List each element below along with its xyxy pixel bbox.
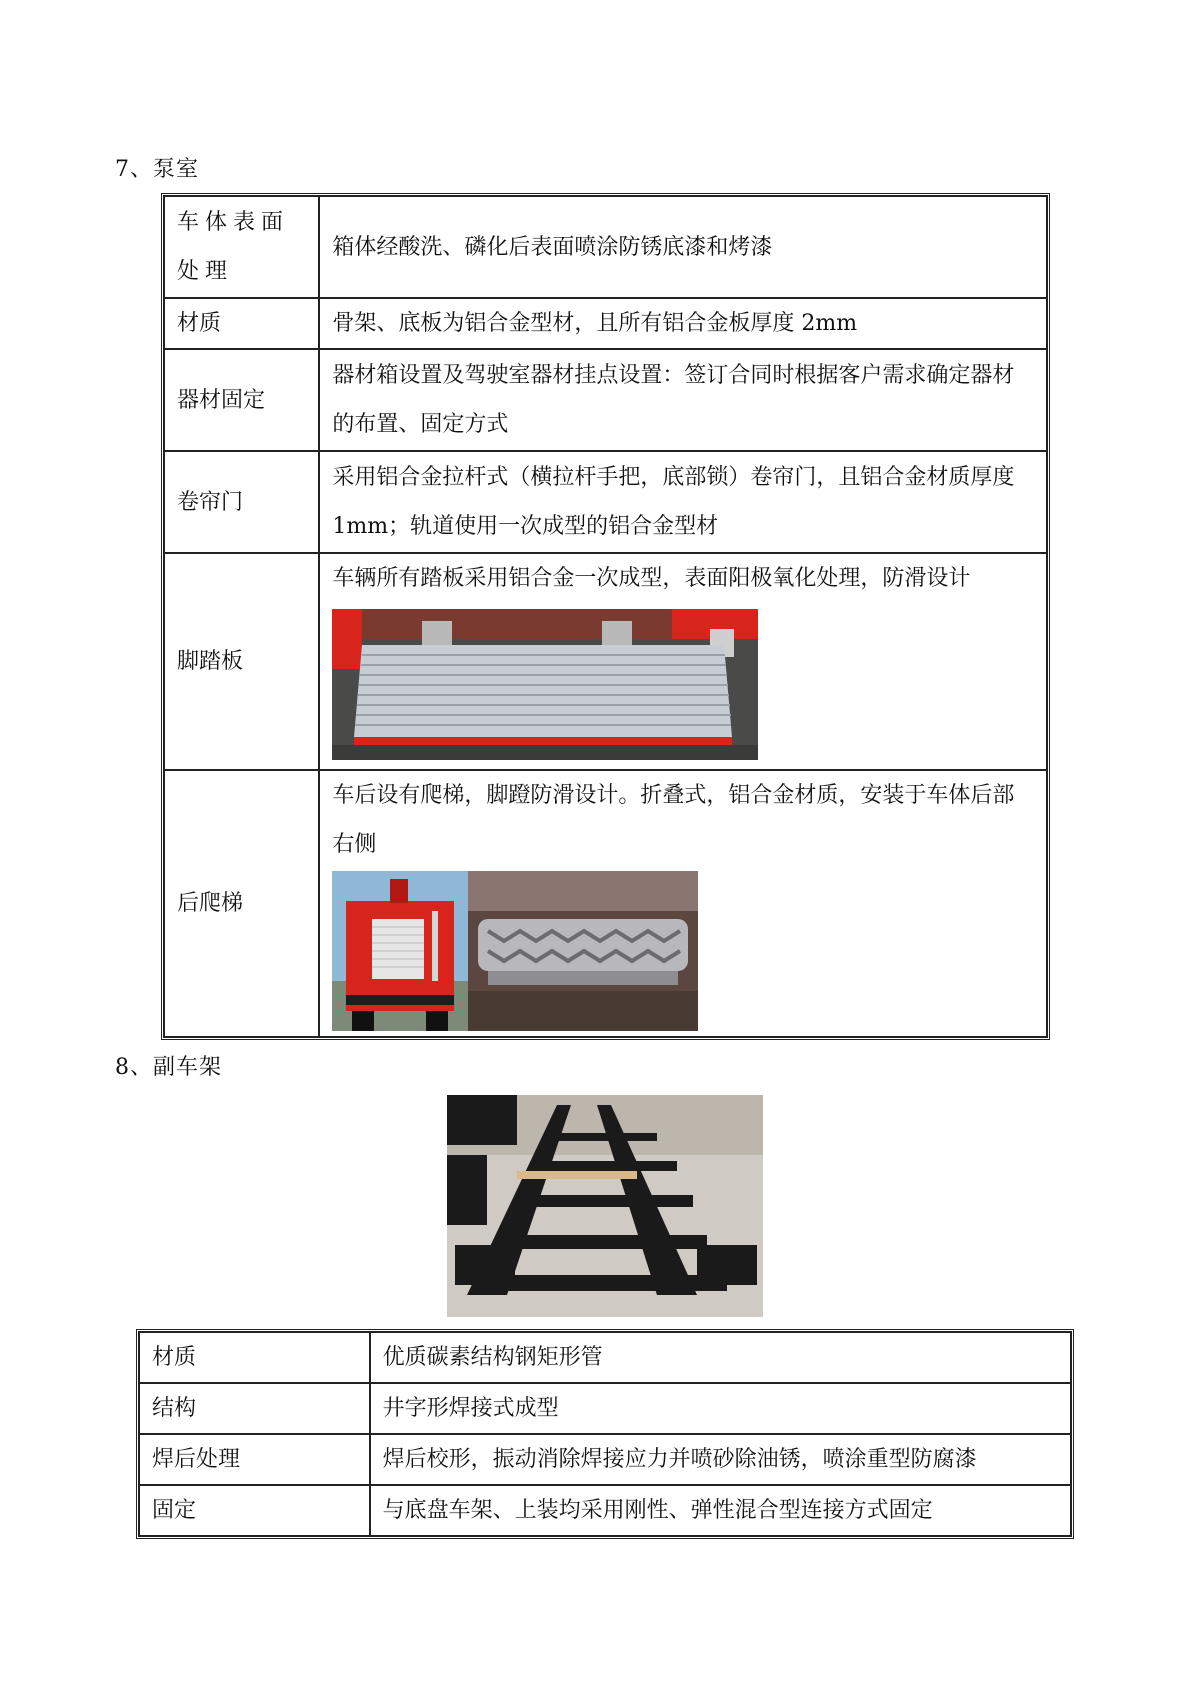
row-value: 器材箱设置及驾驶室器材挂点设置：签订合同时根据客户需求确定器材的布置、固定方式 [319,349,1047,451]
table-row [164,451,1047,553]
row-label: 器材固定 [164,349,319,451]
table-row [164,553,1047,770]
row-value: 与底盘车架、上装均采用刚性、弹性混合型连接方式固定 [370,1485,1071,1536]
table-row [164,770,1047,1037]
row-value: 井字形焊接式成型 [370,1383,1071,1434]
row-value: 焊后校形，振动消除焊接应力并喷砂除油锈，喷涂重型防腐漆 [370,1434,1071,1485]
anti-slip-step-photo [468,871,698,1031]
section-7-title: 7、泵室 [115,157,199,182]
row-value [319,770,1047,1037]
section-8-title: 8、副车架 [115,1055,222,1080]
row-value [319,553,1047,770]
footboard-description: 车辆所有踏板采用铝合金一次成型，表面阳极氧化处理，防滑设计 [332,566,971,591]
row-label: 固定 [139,1485,370,1536]
ladder-description: 车后设有爬梯，脚蹬防滑设计。折叠式，铝合金材质，安装于车体后部右侧 [332,783,1015,857]
row-label: 结构 [139,1383,370,1434]
row-value: 箱体经酸洗、磷化后表面喷涂防锈底漆和烤漆 [319,196,1047,298]
table-row [139,1383,1071,1434]
footboard-photo [332,609,758,760]
rear-ladder-truck-photo [332,871,468,1031]
row-label: 卷帘门 [164,451,319,553]
row-label: 材质 [164,298,319,349]
row-label: 焊后处理 [139,1434,370,1485]
row-value: 优质碳素结构钢矩形管 [370,1332,1071,1383]
table-row [164,298,1047,349]
table-row [164,196,1047,298]
table-row [139,1434,1071,1485]
row-label: 材质 [139,1332,370,1383]
subframe-spec-table [136,1329,1074,1539]
subframe-photo [447,1095,763,1317]
row-value: 骨架、底板为铝合金型材，且所有铝合金板厚度 2mm [319,298,1047,349]
row-label: 后爬梯 [164,770,319,1037]
row-label: 脚踏板 [164,553,319,770]
row-value: 采用铝合金拉杆式（横拉杆手把，底部锁）卷帘门，且铝合金材质厚度 1mm；轨道使用一次成型的铝合金型材 [319,451,1047,553]
pump-room-spec-table [161,193,1050,1040]
table-row [139,1485,1071,1536]
row-label: 车体表面处理 [164,196,319,298]
table-row [139,1332,1071,1383]
table-row [164,349,1047,451]
